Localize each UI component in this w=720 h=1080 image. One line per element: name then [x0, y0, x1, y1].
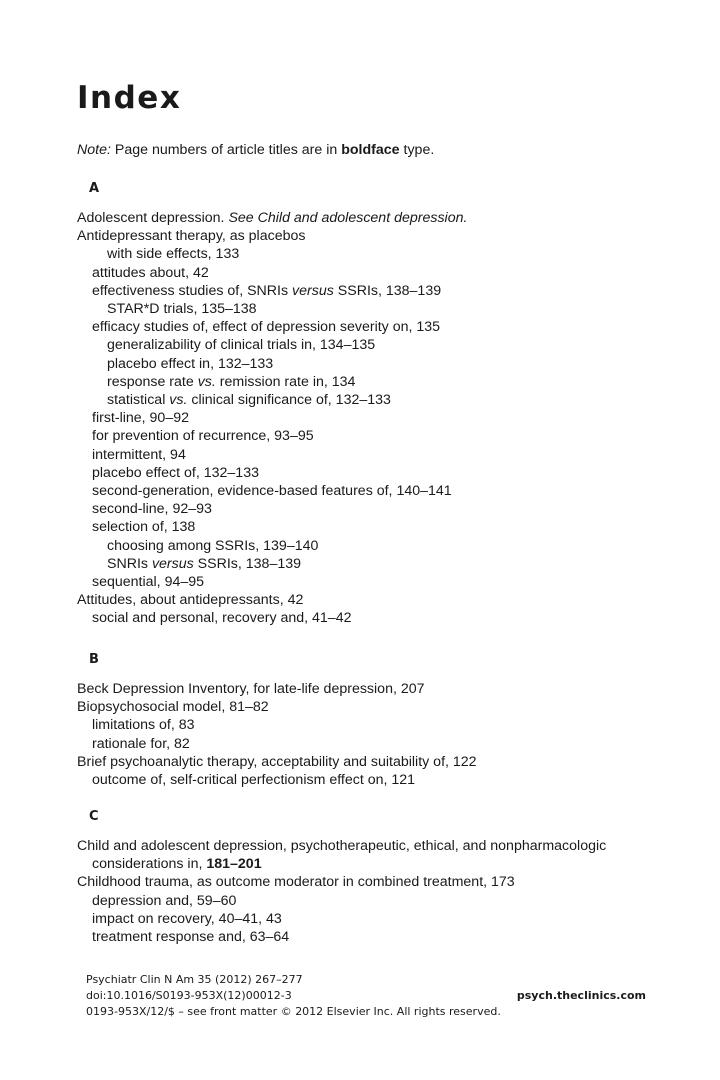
index-subentry	[92, 910, 282, 928]
entry-text: Childhood trauma, as outcome moderator in combined treatment, 173	[77, 874, 515, 891]
index-subentry	[92, 446, 186, 464]
entry-text: considerations in,	[92, 856, 207, 873]
section-letter: C	[89, 809, 99, 824]
entry-text: clinical significance of, 132–133	[187, 392, 391, 408]
italic-text: vs.	[197, 373, 216, 390]
copyright-line: 0193-953X/12/$ – see front matter © 2012 Elsevier Inc. All rights reserved.	[86, 1005, 501, 1018]
entry-text: depression and, 59–60	[92, 892, 237, 909]
index-entry	[77, 873, 515, 891]
index-subentry	[92, 735, 190, 753]
note-text-end: type.	[403, 142, 435, 158]
index-subentry	[92, 282, 441, 300]
index-entry	[77, 227, 305, 245]
journal-website: psych.theclinics.com	[516, 989, 646, 1002]
italic-text: versus	[292, 282, 334, 299]
entry-text: outcome of, self-critical perfectionism effect on, 121	[92, 772, 416, 788]
entry-text: first-line, 90–92	[92, 410, 189, 427]
index-subentry	[107, 300, 257, 318]
italic-text: vs.	[169, 392, 188, 408]
section-letter: B	[89, 652, 99, 667]
entry-text: effectiveness studies of, SNRIs	[92, 282, 293, 299]
entry-text: rationale for, 82	[92, 735, 190, 752]
index-subentry	[92, 427, 314, 445]
bold-page-range: 181–201	[206, 856, 262, 873]
index-subentry	[107, 355, 273, 373]
index-subentry	[107, 391, 391, 409]
page-title: Index	[77, 80, 182, 116]
entry-text: generalizability of clinical trials in, 134–135	[107, 337, 376, 354]
entry-text: Biopsychosocial model, 81–82	[77, 699, 269, 716]
entry-text: SSRIs, 138–139	[193, 555, 301, 572]
index-subentry	[92, 482, 452, 500]
index-subentry	[92, 464, 259, 482]
journal-citation: Psychiatr Clin N Am 35 (2012) 267–277	[86, 973, 303, 986]
entry-text: Antidepressant therapy, as placebos	[77, 228, 306, 245]
entry-text: placebo effect in, 132–133	[107, 355, 274, 372]
index-subentry	[107, 537, 318, 555]
index-entry	[77, 698, 269, 716]
entry-text: SSRIs, 138–139	[333, 282, 442, 299]
entry-text: Brief psychoanalytic therapy, acceptability and suitability of, 122	[77, 753, 477, 770]
index-subentry	[92, 500, 212, 518]
index-entry	[77, 209, 467, 227]
entry-text: choosing among SSRIs, 139–140	[107, 537, 319, 554]
index-subentry	[107, 373, 355, 391]
entry-text: intermittent, 94	[92, 446, 186, 463]
entry-text: STAR*D trials, 135–138	[107, 301, 257, 317]
entry-text: impact on recovery, 40–41, 43	[92, 910, 282, 927]
page-footer	[86, 972, 646, 1020]
index-subentry	[92, 318, 440, 336]
index-subentry	[92, 409, 189, 427]
index-subentry	[92, 928, 289, 946]
index-note	[77, 141, 434, 159]
note-label: Note:	[77, 142, 111, 158]
entry-text: with side effects, 133	[107, 246, 240, 263]
entry-text: Child and adolescent depression, psychotherapeutic, ethical, and nonpharmacologic	[77, 838, 607, 854]
index-subentry	[92, 609, 351, 627]
entry-text: treatment response and, 63–64	[92, 929, 290, 945]
index-entry	[77, 591, 303, 609]
entry-text: Beck Depression Inventory, for late-life depression, 207	[77, 681, 425, 697]
entry-text: placebo effect of, 132–133	[92, 464, 259, 481]
entry-text: SNRIs	[107, 555, 152, 572]
entry-text: limitations of, 83	[92, 717, 195, 734]
index-subentry	[92, 264, 209, 282]
index-subentry	[107, 336, 375, 354]
entry-text: for prevention of recurrence, 93–95	[92, 428, 314, 445]
index-subentry	[107, 555, 301, 573]
index-entry	[77, 753, 477, 771]
index-subentry	[92, 771, 415, 789]
italic-text: versus	[151, 555, 194, 572]
index-subentry	[92, 518, 195, 536]
entry-text: statistical	[107, 392, 170, 408]
entry-text: social and personal, recovery and, 41–42	[92, 610, 352, 627]
entry-text: Attitudes, about antidepressants, 42	[77, 592, 304, 609]
note-text: Page numbers of article titles are in	[114, 142, 338, 158]
entry-text: efficacy studies of, effect of depression severity on, 135	[92, 319, 441, 336]
entry-text: response rate	[107, 373, 198, 390]
index-subentry	[92, 855, 262, 873]
entry-text: second-line, 92–93	[92, 501, 212, 518]
entry-text: attitudes about, 42	[92, 264, 209, 281]
index-subentry	[92, 892, 236, 910]
entry-text: second-generation, evidence-based features of, 140–141	[92, 483, 452, 499]
doi: doi:10.1016/S0193-953X(12)00012-3	[86, 989, 292, 1002]
note-bold-word: boldface	[341, 142, 400, 158]
index-subentry	[107, 245, 239, 263]
index-entry	[77, 837, 606, 855]
index-subentry	[92, 716, 195, 734]
entry-text: remission rate in, 134	[215, 373, 356, 390]
italic-text: See Child and adolescent depression.	[228, 210, 468, 226]
section-letter: A	[89, 181, 100, 196]
index-subentry	[92, 573, 204, 591]
entry-text: sequential, 94–95	[92, 574, 205, 590]
index-entry	[77, 680, 425, 698]
entry-text: selection of, 138	[92, 519, 196, 536]
entry-text: Adolescent depression.	[77, 210, 229, 226]
